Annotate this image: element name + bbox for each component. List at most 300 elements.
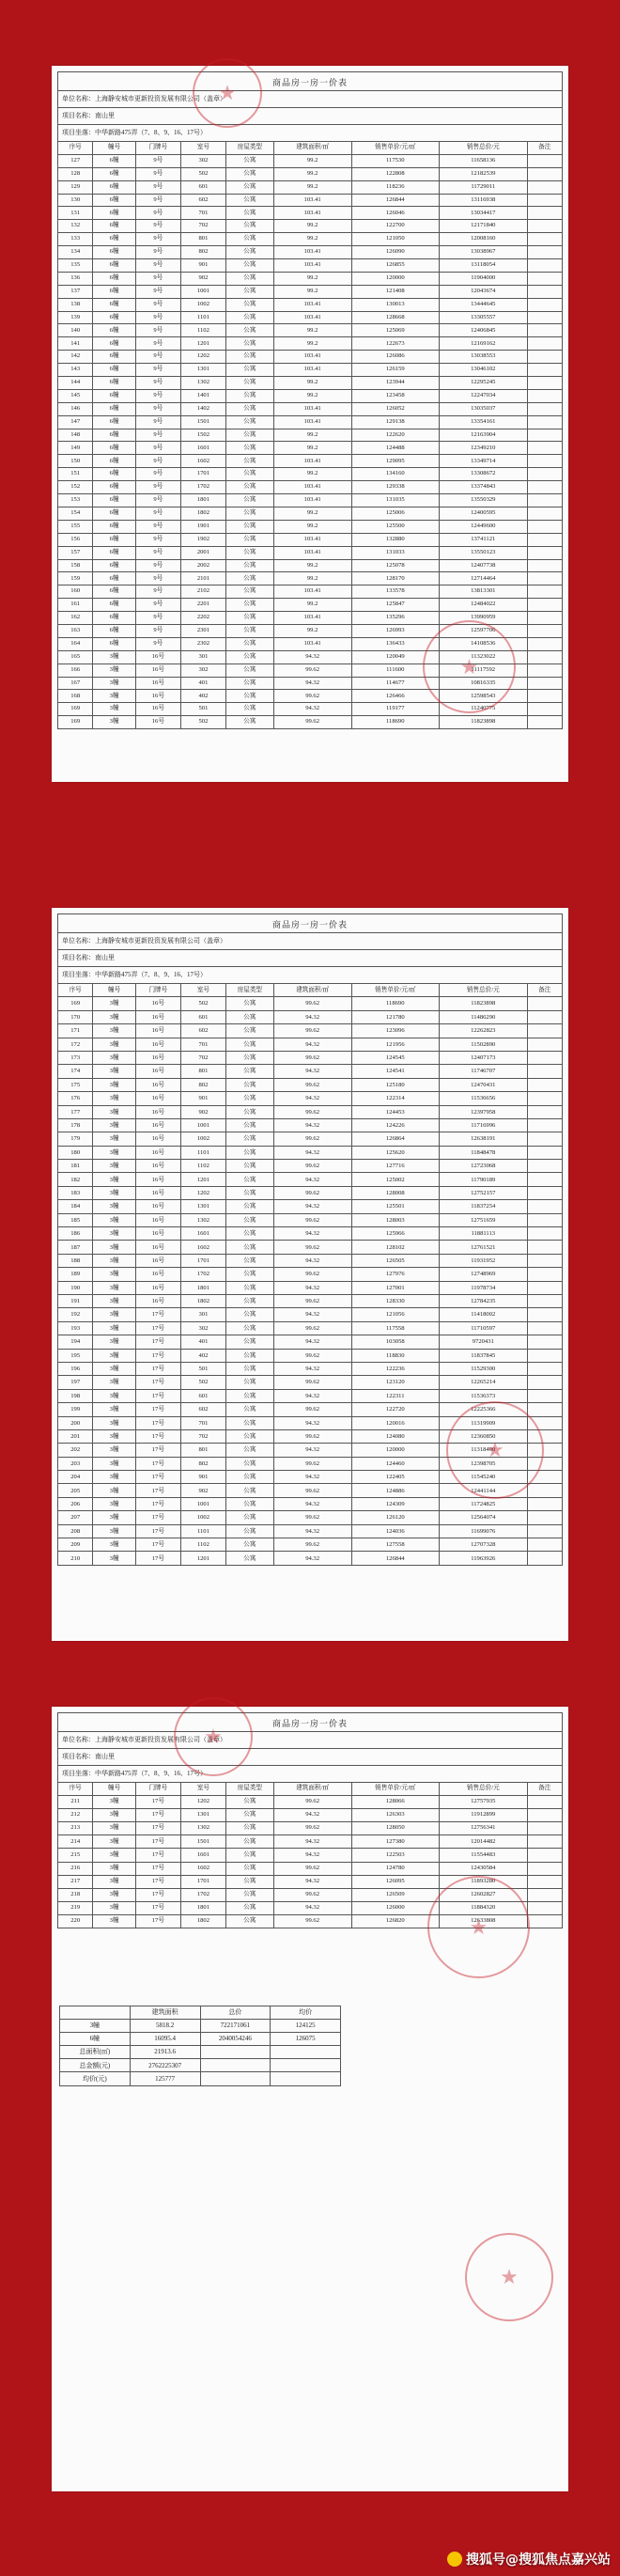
table-cell: 126000 [351,1901,440,1914]
table-header-row [58,984,563,997]
table-cell: 702 [180,1051,225,1064]
table-cell: 99.62 [273,1268,351,1281]
table-cell: 3幢 [93,1200,135,1213]
table-cell: 11978734 [440,1281,528,1294]
table-cell [527,1552,562,1565]
table-cell: 9号 [135,246,180,259]
table-row [58,599,563,612]
table-cell: 11837254 [440,1200,528,1213]
table-cell: 公寓 [225,533,273,546]
table-cell: 11884320 [440,1901,528,1914]
table-cell: 402 [180,1349,225,1362]
table-row [58,298,563,311]
table-row [58,1173,563,1186]
table-cell: 3幢 [93,1362,135,1375]
table-cell: 128003 [351,1213,440,1226]
table-cell: 17号 [135,1796,180,1809]
table-cell: 602 [180,1403,225,1416]
table-cell: 公寓 [225,337,273,351]
table-cell: 9号 [135,612,180,625]
table-cell: 99.2 [273,442,351,455]
table-cell: 168 [58,690,93,703]
table-cell: 801 [180,1065,225,1078]
table-row [58,612,563,625]
table-cell: 公寓 [225,1457,273,1470]
table-cell: 14108536 [440,637,528,650]
table-cell: 公寓 [225,1010,273,1023]
table-cell: 12043674 [440,285,528,298]
table-cell: 125069 [351,324,440,337]
table-cell: 118236 [351,180,440,194]
table-cell: 103.41 [273,637,351,650]
table-cell: 12407738 [440,559,528,572]
table-cell: 1001 [180,1118,225,1132]
summary-cell [200,2072,271,2085]
table-cell: 11724825 [440,1497,528,1510]
table-cell: 126855 [351,259,440,273]
table-cell: 402 [180,690,225,703]
column-header: 备注 [527,984,562,997]
table-row [58,167,563,180]
table-cell [527,1051,562,1064]
table-cell: 99.2 [273,389,351,402]
table-cell: 9号 [135,324,180,337]
table-cell: 16号 [135,1281,180,1294]
seller-line: 单位名称：上海静安城市更新投资发展有限公司（盖章） [57,1731,563,1748]
table-cell: 16号 [135,1078,180,1091]
table-cell: 11318400 [440,1444,528,1457]
table-cell: 17号 [135,1901,180,1914]
table-cell: 169 [58,703,93,716]
table-cell: 128008 [351,1186,440,1199]
table-cell: 9号 [135,259,180,273]
table-cell: 901 [180,259,225,273]
table-cell: 3幢 [93,703,135,716]
table-header-row [58,142,563,155]
table-cell: 203 [58,1457,93,1470]
summary-cell [200,2046,271,2059]
table-cell: 6幢 [93,298,135,311]
table-cell [527,1132,562,1146]
table-cell: 169 [58,716,93,729]
column-header: 销售单价/元/㎡ [351,142,440,155]
table-cell: 3幢 [93,1254,135,1267]
column-header: 房屋类型 [225,142,273,155]
table-cell: 124309 [351,1497,440,1510]
summary-cell: 均价 [271,2006,341,2020]
table-cell: 208 [58,1524,93,1538]
table-cell: 16号 [135,1160,180,1173]
table-cell [527,559,562,572]
table-cell: 111600 [351,664,440,677]
table-cell: 17号 [135,1875,180,1888]
table-cell: 99.62 [273,1796,351,1809]
table-cell: 16号 [135,1024,180,1038]
table-cell: 185 [58,1213,93,1226]
table-row [58,272,563,285]
table-cell: 164 [58,637,93,650]
table-cell [527,533,562,546]
table-cell: 1002 [180,1511,225,1524]
table-cell: 125006 [351,507,440,520]
table-cell [527,207,562,220]
table-cell: 172 [58,1038,93,1051]
table-cell: 16号 [135,1051,180,1064]
table-cell: 99.62 [273,690,351,703]
table-cell: 16号 [135,716,180,729]
table-cell: 121780 [351,1010,440,1023]
official-seal [427,1876,530,1978]
table-cell: 公寓 [225,664,273,677]
table-cell: 103.41 [273,246,351,259]
table-cell: 11904000 [440,272,528,285]
table-cell: 公寓 [225,1268,273,1281]
summary-cell [271,2072,341,2085]
table-cell: 144 [58,377,93,390]
table-cell: 99.62 [273,1376,351,1389]
column-header: 序号 [58,1783,93,1796]
table-cell: 6幢 [93,572,135,585]
table-row [58,1796,563,1809]
table-cell: 9号 [135,364,180,377]
table-cell: 302 [180,664,225,677]
table-cell: 12441144 [440,1484,528,1497]
table-cell: 11323022 [440,650,528,664]
table-cell: 502 [180,716,225,729]
table-cell: 103.41 [273,364,351,377]
table-cell: 141 [58,337,93,351]
table-row [58,1051,563,1064]
table-cell: 94.32 [273,1173,351,1186]
table-cell: 176 [58,1092,93,1105]
table-cell: 1102 [180,324,225,337]
table-cell: 公寓 [225,1796,273,1809]
table-cell [527,324,562,337]
table-cell: 公寓 [225,559,273,572]
table-cell: 17号 [135,1822,180,1835]
table-cell: 公寓 [225,1511,273,1524]
table-cell: 公寓 [225,716,273,729]
table-cell: 3幢 [93,1809,135,1822]
table-cell [527,1160,562,1173]
column-header: 室号 [180,1783,225,1796]
table-cell: 99.62 [273,1914,351,1928]
table-cell: 122405 [351,1471,440,1484]
table-cell [527,650,562,664]
table-cell: 9720431 [440,1335,528,1349]
table-cell: 3幢 [93,1132,135,1146]
table-cell: 公寓 [225,1308,273,1321]
table-row [58,1078,563,1091]
table-cell [527,612,562,625]
table-cell: 11658136 [440,154,528,167]
table-cell: 公寓 [225,298,273,311]
table-cell [527,1268,562,1281]
table-row [58,220,563,233]
summary-cell: 总价 [200,2006,271,2020]
table-cell: 12470431 [440,1078,528,1091]
table-cell: 150 [58,455,93,468]
table-cell: 13550329 [440,494,528,507]
table-cell: 9号 [135,311,180,324]
table-row [58,246,563,259]
table-cell: 6幢 [93,468,135,481]
table-cell: 16号 [135,1118,180,1132]
table-cell: 公寓 [225,650,273,664]
table-cell [527,690,562,703]
table-cell: 126090 [351,246,440,259]
document-page-3 [52,1707,568,2491]
table-cell: 6幢 [93,311,135,324]
table-cell: 193 [58,1321,93,1335]
table-cell: 137 [58,285,93,298]
table-cell: 公寓 [225,494,273,507]
table-cell: 16号 [135,1241,180,1254]
table-cell: 6幢 [93,533,135,546]
table-cell: 17号 [135,1471,180,1484]
table-cell: 17号 [135,1497,180,1510]
table-cell: 公寓 [225,572,273,585]
table-cell: 11699076 [440,1524,528,1538]
table-cell: 2302 [180,637,225,650]
table-cell: 12752157 [440,1186,528,1199]
summary-row [60,2059,341,2072]
table-cell: 公寓 [225,1552,273,1565]
table-cell: 1301 [180,1200,225,1213]
table-cell: 12407173 [440,1051,528,1064]
table-cell: 6幢 [93,429,135,442]
table-cell: 205 [58,1484,93,1497]
table-cell: 175 [58,1078,93,1091]
table-cell: 122620 [351,429,440,442]
table-cell: 99.62 [273,1888,351,1901]
table-cell: 145 [58,389,93,402]
summary-cell: 125777 [130,2072,200,2085]
table-cell: 公寓 [225,1254,273,1267]
table-cell: 1101 [180,1524,225,1538]
table-cell: 123458 [351,389,440,402]
table-cell: 182 [58,1173,93,1186]
table-row [58,351,563,364]
table-cell [527,1308,562,1321]
table-row [58,1822,563,1835]
table-cell: 13038967 [440,246,528,259]
table-cell: 103.41 [273,612,351,625]
table-cell: 177 [58,1105,93,1118]
table-cell: 1301 [180,1809,225,1822]
table-cell: 公寓 [225,507,273,520]
table-cell: 117558 [351,1321,440,1335]
table-cell: 6幢 [93,324,135,337]
table-cell [527,1362,562,1375]
table-cell: 13034417 [440,207,528,220]
table-cell: 122700 [351,220,440,233]
table-cell: 1501 [180,415,225,429]
table-cell: 公寓 [225,690,273,703]
table-cell: 153 [58,494,93,507]
table-cell: 17号 [135,1376,180,1389]
table-cell: 99.2 [273,285,351,298]
table-row [58,559,563,572]
column-header: 建筑面积/㎡ [273,142,351,155]
table-cell: 13046102 [440,364,528,377]
table-cell: 公寓 [225,1901,273,1914]
table-cell: 99.2 [273,624,351,637]
table-cell: 187 [58,1241,93,1254]
table-cell: 192 [58,1308,93,1321]
table-cell: 公寓 [225,1362,273,1375]
table-cell: 126509 [351,1888,440,1901]
table-cell: 120000 [351,272,440,285]
table-cell: 158 [58,559,93,572]
table-cell: 161 [58,599,93,612]
table-cell: 1802 [180,507,225,520]
table-cell: 13550123 [440,546,528,559]
table-cell: 126844 [351,1552,440,1565]
table-cell: 公寓 [225,220,273,233]
table-cell: 9号 [135,599,180,612]
table-cell: 1801 [180,1281,225,1294]
table-cell: 1201 [180,1552,225,1565]
table-cell: 11710597 [440,1321,528,1335]
table-cell: 601 [180,1010,225,1023]
table-cell [527,1875,562,1888]
table-cell: 公寓 [225,1173,273,1186]
table-cell: 99.62 [273,1349,351,1362]
table-cell: 6幢 [93,154,135,167]
table-cell: 902 [180,272,225,285]
table-cell: 3幢 [93,677,135,690]
table-cell: 16号 [135,1213,180,1226]
table-cell: 公寓 [225,1186,273,1199]
table-cell: 11823898 [440,716,528,729]
table-cell: 16号 [135,1186,180,1199]
table-cell [527,1038,562,1051]
table-cell: 3幢 [93,1308,135,1321]
table-cell: 170 [58,1010,93,1023]
table-row [58,1200,563,1213]
table-cell: 16号 [135,1132,180,1146]
table-cell: 12262823 [440,1024,528,1038]
table-cell: 3幢 [93,716,135,729]
table-cell: 3幢 [93,1862,135,1875]
table-cell: 公寓 [225,520,273,533]
table-cell: 13118054 [440,259,528,273]
table-cell [527,1200,562,1213]
table-cell: 9号 [135,389,180,402]
table-cell: 99.62 [273,1321,351,1335]
table-row [58,429,563,442]
table-cell: 601 [180,180,225,194]
table-cell: 17号 [135,1335,180,1349]
table-cell: 120016 [351,1416,440,1429]
table-cell: 99.2 [273,377,351,390]
table-cell: 公寓 [225,1227,273,1241]
table-cell: 11823898 [440,997,528,1010]
table-cell: 94.32 [273,1416,351,1429]
table-cell: 13305557 [440,311,528,324]
table-cell: 3幢 [93,1376,135,1389]
column-header: 销售总价/元 [440,984,528,997]
table-row [58,402,563,415]
table-cell: 2202 [180,612,225,625]
table-cell: 公寓 [225,997,273,1010]
table-cell: 16号 [135,664,180,677]
table-cell: 11117592 [440,664,528,677]
table-cell: 120000 [351,1444,440,1457]
table-cell: 16号 [135,997,180,1010]
table-cell: 公寓 [225,1132,273,1146]
table-cell: 802 [180,1457,225,1470]
table-cell: 6幢 [93,285,135,298]
table-row [58,1389,563,1402]
table-cell: 13374843 [440,481,528,494]
table-cell [527,1186,562,1199]
table-cell: 3幢 [93,1038,135,1051]
table-cell: 9号 [135,415,180,429]
table-row [58,716,563,729]
table-cell [527,1146,562,1159]
column-header: 门牌号 [135,142,180,155]
table-cell: 17号 [135,1524,180,1538]
table-cell: 160 [58,585,93,599]
table-cell: 601 [180,1389,225,1402]
table-cell [527,1281,562,1294]
table-cell: 122314 [351,1092,440,1105]
table-cell: 94.32 [273,1389,351,1402]
table-cell: 179 [58,1132,93,1146]
table-cell [527,298,562,311]
table-cell [527,389,562,402]
table-cell: 189 [58,1268,93,1281]
table-cell: 12169162 [440,337,528,351]
table-row [58,546,563,559]
table-cell: 公寓 [225,429,273,442]
table-cell [527,1010,562,1023]
table-cell: 126120 [351,1511,440,1524]
table-cell: 127380 [351,1835,440,1849]
table-cell: 公寓 [225,1281,273,1294]
table-cell: 3幢 [93,1914,135,1928]
summary-cell: 总金额(元) [60,2059,131,2072]
table-cell: 6幢 [93,246,135,259]
table-cell: 99.2 [273,572,351,585]
table-cell: 103.41 [273,194,351,207]
table-cell: 146 [58,402,93,415]
table-cell [527,572,562,585]
table-row [58,585,563,599]
table-cell: 217 [58,1875,93,1888]
table-cell: 11790189 [440,1173,528,1186]
table-header-row [58,1783,563,1796]
table-cell: 157 [58,546,93,559]
table-cell: 公寓 [225,677,273,690]
project-line: 项目名称：南山里 [57,949,563,966]
table-cell: 公寓 [225,1092,273,1105]
table-cell: 17号 [135,1389,180,1402]
table-cell: 公寓 [225,377,273,390]
table-row [58,1092,563,1105]
table-cell: 3幢 [93,1118,135,1132]
table-cell [527,546,562,559]
table-cell: 9号 [135,233,180,246]
table-row [58,337,563,351]
table-cell: 公寓 [225,1065,273,1078]
summary-cell: 126075 [271,2033,341,2046]
table-cell: 12602827 [440,1888,528,1901]
table-cell: 166 [58,664,93,677]
table-cell: 6幢 [93,520,135,533]
